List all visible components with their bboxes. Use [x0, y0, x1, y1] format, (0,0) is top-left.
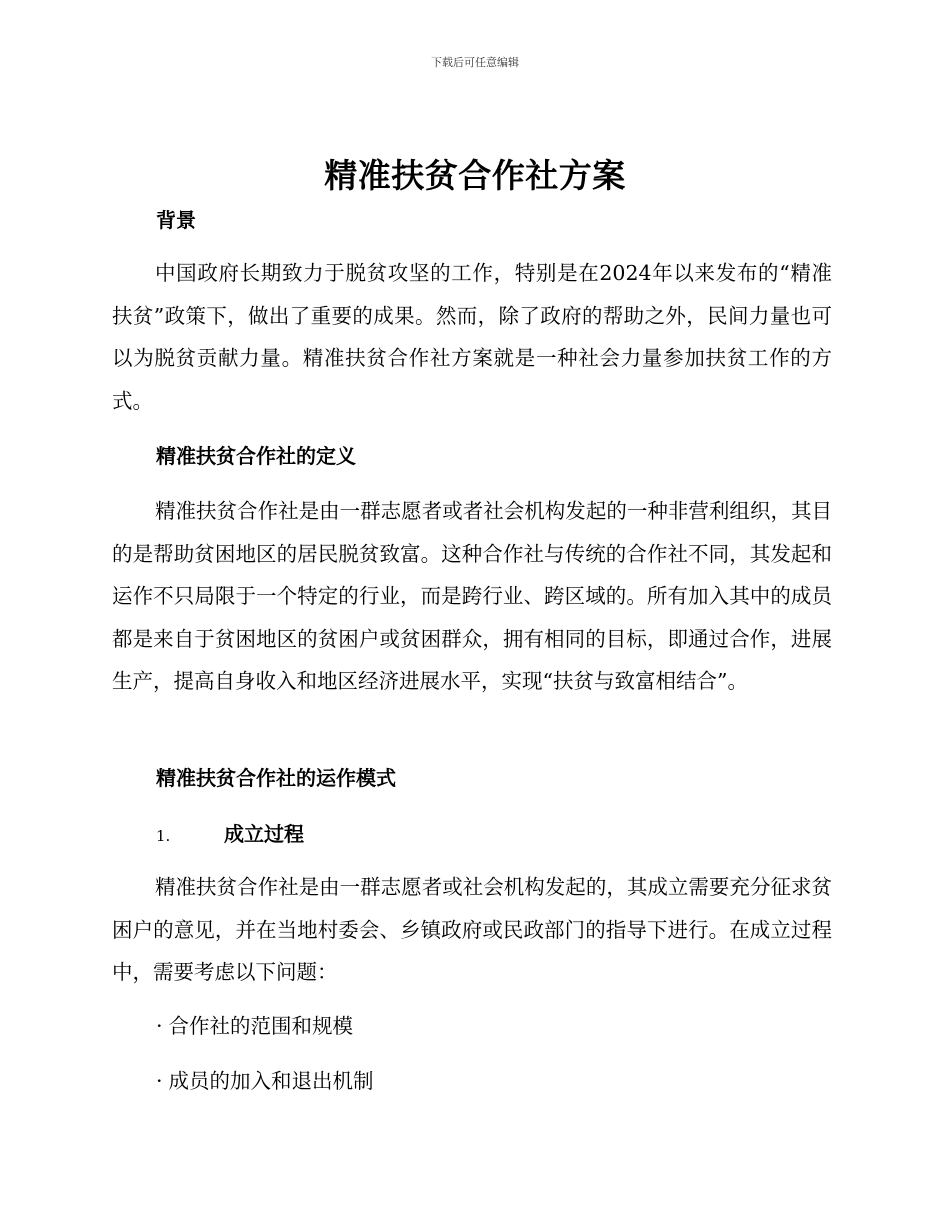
numbered-item-establishment: [156, 818, 304, 847]
bullet-marker: ·: [156, 1069, 163, 1093]
paragraph-definition: 精准扶贫合作社是由一群志愿者或者社会机构发起的一种非营利组织，其目的是帮助贫困地区的居民脱贫致富。这种合作社与传统的合作社不同，其发起和运作不只局限于一个特定的行业，而是跨行业、跨区域的。所有加入其中的成员都是来自于贫困地区的贫困户或贫困群众，拥有相同的目标，即通过合作，进展生产，提高自身收入和地区经济进展水平，实现“扶贫与致富相结合”。: [112, 499, 832, 693]
numbered-item-index: 1.: [156, 827, 171, 845]
page-header-note: 下载后可任意编辑: [431, 56, 519, 69]
paragraph-establishment: 精准扶贫合作社是由一群志愿者或社会机构发起的，其成立需要充分征求贫困户的意见，并在当地村委会、乡镇政府或民政部门的指导下进行。在成立过程中，需要考虑以下问题：: [112, 875, 832, 984]
paragraph-background: 中国政府长期致力于脱贫攻坚的工作，特别是在2024年以来发布的“精准扶贫”政策下，做出了重要的成果。然而，除了政府的帮助之外，民间力量也可以为脱贫贡献力量。精准扶贫合作社方案就是一种社会力量参加扶贫工作的方式。: [112, 261, 832, 413]
bullet-item: [156, 1067, 374, 1095]
bullet-marker: ·: [156, 1014, 163, 1038]
section-heading-definition: 精准扶贫合作社的定义: [156, 444, 356, 468]
section-heading-background: 背景: [156, 208, 196, 232]
section-heading-operation: 精准扶贫合作社的运作模式: [156, 766, 396, 790]
bullet-text: 合作社的范围和规模: [168, 1014, 354, 1038]
numbered-item-label: 成立过程: [224, 822, 304, 846]
document-title: 精准扶贫合作社方案: [324, 156, 626, 195]
bullet-item: [156, 1012, 353, 1040]
bullet-text: 成员的加入和退出机制: [168, 1069, 374, 1093]
